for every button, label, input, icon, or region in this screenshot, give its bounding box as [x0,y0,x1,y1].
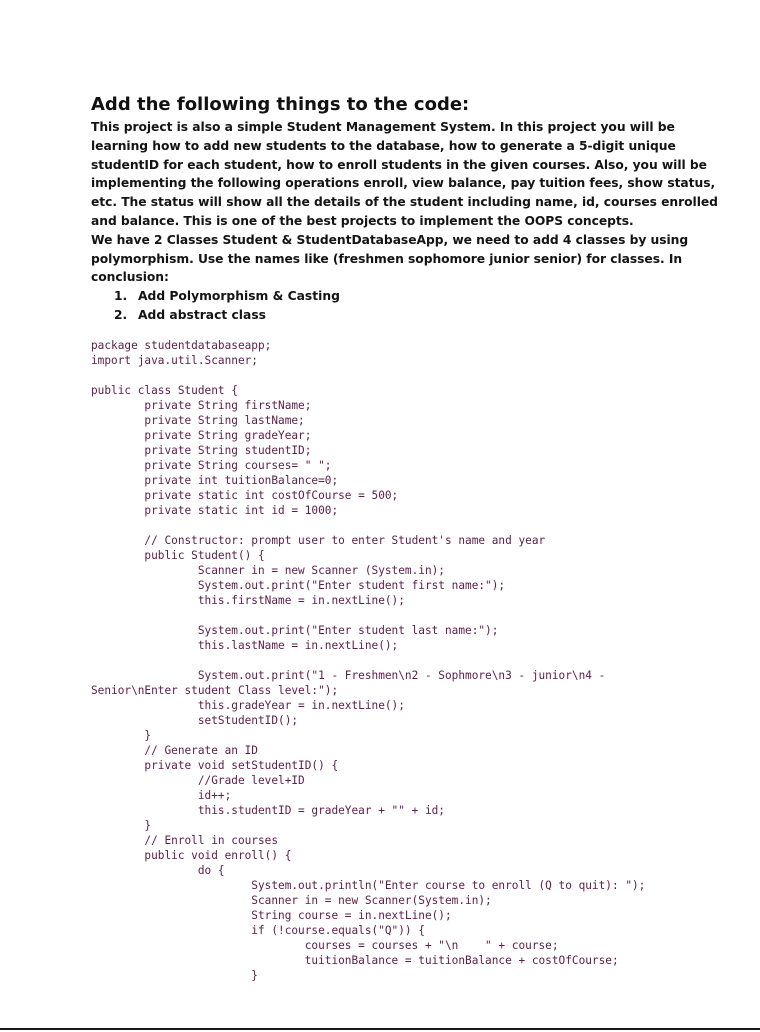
intro-line: conclusion: [91,270,169,285]
code-line: private String gradeYear; [91,429,312,442]
code-line: // Constructor: prompt user to enter Student's name and year [91,534,546,547]
code-line: package studentdatabaseapp; [91,339,272,352]
code-line: private int tuitionBalance=0; [91,474,339,487]
page-title: Add the following things to the code: [91,94,470,115]
code-line: System.out.print("Enter student last name:"); [91,624,499,637]
code-line: if (!course.equals("Q")) { [91,924,425,937]
code-line [91,518,645,533]
intro-line: polymorphism. Use the names like (freshmen sophomore junior senior) for classes. In [91,251,683,266]
code-line: tuitionBalance = tuitionBalance + costOfCourse; [91,954,619,967]
code-line: } [91,729,152,742]
code-line: String course = in.nextLine(); [91,909,452,922]
page-bottom-divider [0,1028,760,1030]
code-line: this.firstName = in.nextLine(); [91,594,405,607]
intro-line: studentID for each student, how to enroll students in the given courses. Also, you will be [91,157,707,172]
code-line: setStudentID(); [91,714,299,727]
code-line: Senior\nEnter student Class level:"); [91,684,339,697]
code-line: // Generate an ID [91,744,258,757]
code-line: private String firstName; [91,399,312,412]
code-line: Scanner in = new Scanner(System.in); [91,894,492,907]
list-item [114,287,340,306]
code-line: System.out.print("1 - Freshmen\n2 - Sophmore\n3 - junior\n4 - [91,669,606,682]
code-line: id++; [91,789,232,802]
intro-line: and balance. This is one of the best projects to implement the OOPS concepts. [91,213,634,228]
intro-paragraph [91,118,718,287]
code-line: private String lastName; [91,414,305,427]
code-line: private String studentID; [91,444,312,457]
code-line: public Student() { [91,549,265,562]
code-line: private static int id = 1000; [91,504,339,517]
steps-list [114,287,340,325]
list-item-text: Add Polymorphism & Casting [138,289,340,303]
code-line: this.lastName = in.nextLine(); [91,639,399,652]
code-line [91,368,645,383]
code-line [91,653,645,668]
code-line: System.out.println("Enter course to enroll (Q to quit): "); [91,879,646,892]
code-line: private static int costOfCourse = 500; [91,489,399,502]
list-item [114,306,340,325]
code-line: } [91,819,152,832]
code-line: import java.util.Scanner; [91,354,258,367]
code-line: this.gradeYear = in.nextLine(); [91,699,405,712]
code-line [91,608,645,623]
code-line: System.out.print("Enter student first name:"); [91,579,506,592]
code-line: do { [91,864,225,877]
intro-line: implementing the following operations enroll, view balance, pay tuition fees, show status, [91,176,716,191]
intro-line: learning how to add new students to the database, how to generate a 5-digit unique [91,138,676,153]
intro-line: We have 2 Classes Student & StudentDatabaseApp, we need to add 4 classes by using [91,232,689,247]
code-line: //Grade level+ID [91,774,305,787]
code-line: public class Student { [91,384,238,397]
intro-line: This project is also a simple Student Management System. In this project you will be [91,120,675,134]
code-line: courses = courses + "\n " + course; [91,939,559,952]
list-item-number: 1. [114,289,128,303]
code-line: private String courses= " "; [91,459,332,472]
list-item-number: 2. [114,308,128,322]
intro-line: etc. The status will show all the details of the student including name, id, courses enrolled [91,195,718,210]
code-line: this.studentID = gradeYear + "" + id; [91,804,445,817]
code-line: } [91,969,258,982]
code-line: private void setStudentID() { [91,759,339,772]
code-block [91,338,645,983]
code-line: public void enroll() { [91,849,292,862]
code-line: // Enroll in courses [91,834,279,847]
code-line: Scanner in = new Scanner (System.in); [91,564,445,577]
list-item-text: Add abstract class [138,308,266,322]
